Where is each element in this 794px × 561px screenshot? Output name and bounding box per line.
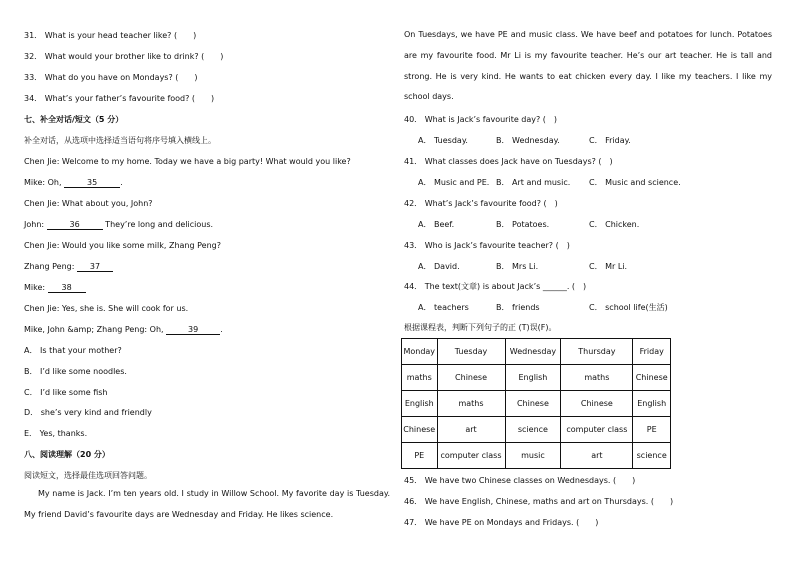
table-row [402,365,671,391]
class-schedule-table [401,338,671,469]
section-7-instruction: 补全对话，从选项中选择适当语句将序号填入横线上。 [24,136,216,145]
table-cell: music [505,443,561,469]
option-c: C． Music and science. [589,178,681,187]
option-b: B． friends [496,303,540,312]
option-c: C． Chicken. [589,220,640,229]
table-row [402,417,671,443]
question-41: 41． What classes does Jack have on Tuesdays? ( ) [404,157,613,166]
option-a: A． Music and PE. [418,178,490,187]
table-cell: computer class [561,417,633,443]
question-45: 45． We have two Chinese classes on Wednesdays. ( ) [404,476,636,485]
table-cell: Chinese [633,365,671,391]
option-b: B． Art and music. [496,178,571,187]
dialogue-tail-text: . [120,178,123,187]
table-header-cell: Monday [402,339,438,365]
table-cell: English [633,391,671,417]
table-cell: English [505,365,561,391]
dialogue-line-6 [24,261,113,272]
table-cell: art [561,443,633,469]
table-row [402,443,671,469]
table-cell: science [633,443,671,469]
question-47: 47． We have PE on Mondays and Fridays. ( ) [404,518,599,527]
dialogue-line-4 [24,219,213,230]
option-b: B． Mrs Li. [496,262,539,271]
blank-37[interactable]: 37 [77,262,113,272]
option-d: D． she’s very kind and friendly [24,408,152,417]
question-44-options [404,302,668,313]
dialogue-line-2 [24,177,123,188]
section-8-title: 八、阅读理解（20 分） [24,450,110,459]
table-instruction: 根据课程表，判断下列句子的正 (T)误(F)。 [404,323,557,332]
dialogue-speaker-text: Mike, John &amp; Zhang Peng: Oh, [24,325,167,334]
dialogue-line-8: Chen Jie: Yes, she is. She will cook for us. [24,304,189,313]
question-40: 40． What is Jack’s favourite day? ( ) [404,115,558,124]
dialogue-tail-text: They’re long and delicious. [102,220,214,229]
table-header-cell: Thursday [561,339,633,365]
dialogue-line-9 [24,324,223,335]
option-b: B． I’d like some noodles. [24,367,127,376]
reading-passage-continued: On Tuesdays, we have PE and music class. We have beef and potatoes for lunch. Potatoes are my favourite food. Mr Li is my favourite teacher. He’s our art teacher. He is tall and strong. He is very kind. He wants to eat chicken every day. I like my teachers. I like my school days. [404,30,772,102]
table-cell: English [402,391,438,417]
table-cell: PE [402,443,438,469]
table-header-cell: Wednesday [505,339,561,365]
question-34: 34． What’s your father’s favourite food? ( ) [24,94,215,103]
table-cell: Chinese [402,417,438,443]
question-41-options [404,177,681,188]
table-cell: computer class [437,443,505,469]
option-c: C． school life(生活) [589,303,668,312]
table-header-cell: Tuesday [437,339,505,365]
option-a: A． Is that your mother? [24,346,122,355]
table-cell: Chinese [437,365,505,391]
question-43-options [404,261,627,272]
table-cell: maths [437,391,505,417]
table-cell: art [437,417,505,443]
question-40-options [404,135,631,146]
option-c: C． I’d like some fish [24,388,108,397]
option-b: B． Wednesday. [496,136,560,145]
table-cell: science [505,417,561,443]
table-cell: maths [402,365,438,391]
blank-35[interactable]: 35 [64,178,120,188]
option-a: A． teachers [418,303,469,312]
question-46: 46． We have English, Chinese, maths and art on Thursdays. ( ) [404,497,674,506]
section-8-instruction: 阅读短文，选择最佳选项回答问题。 [24,471,152,480]
option-c: C． Mr Li. [589,262,628,271]
table-header-row [402,339,671,365]
option-c: C． Friday. [589,136,631,145]
option-e: E． Yes, thanks. [24,429,88,438]
dialogue-line-5: Chen Jie: Would you like some milk, Zhang Peng? [24,241,221,250]
table-cell: PE [633,417,671,443]
table-cell: Chinese [561,391,633,417]
option-a: A． Beef. [418,220,455,229]
blank-39[interactable]: 39 [166,325,220,335]
dialogue-speaker-text: Mike: Oh, [24,178,65,187]
dialogue-line-1: Chen Jie: Welcome to my home. Today we have a big party! What would you like? [24,157,351,166]
table-cell: Chinese [505,391,561,417]
question-42: 42． What’s Jack’s favourite food? ( ) [404,199,558,208]
question-31: 31． What is your head teacher like? ( ) [24,31,197,40]
question-33: 33． What do you have on Mondays? ( ) [24,73,198,82]
question-42-options [404,219,639,230]
table-row [402,391,671,417]
question-44: 44． The text(文章) is about Jack’s ______. ( ) [404,282,587,291]
dialogue-line-3: Chen Jie: What about you, John? [24,199,153,208]
dialogue-speaker-text: John: [24,220,47,229]
question-43: 43． Who is Jack’s favourite teacher? ( ) [404,241,570,250]
option-a: A． Tuesday. [418,136,468,145]
blank-36[interactable]: 36 [47,220,103,230]
option-a: A． David. [418,262,460,271]
section-7-title: 七、补全对话/短文（5 分） [24,115,124,124]
table-cell: maths [561,365,633,391]
reading-passage-start: My name is Jack. I’m ten years old. I study in Willow School. My favorite day is Tuesday. My friend David’s favourite days are Wednesday and Friday. He likes science. [24,489,390,519]
dialogue-tail-text: . [220,325,223,334]
dialogue-speaker-text: Zhang Peng: [24,262,77,271]
table-header-cell: Friday [633,339,671,365]
blank-38[interactable]: 38 [48,283,86,293]
option-b: B． Potatoes. [496,220,550,229]
question-32: 32． What would your brother like to drink? ( ) [24,52,224,61]
dialogue-speaker-text: Mike: [24,283,48,292]
dialogue-line-7 [24,282,86,293]
